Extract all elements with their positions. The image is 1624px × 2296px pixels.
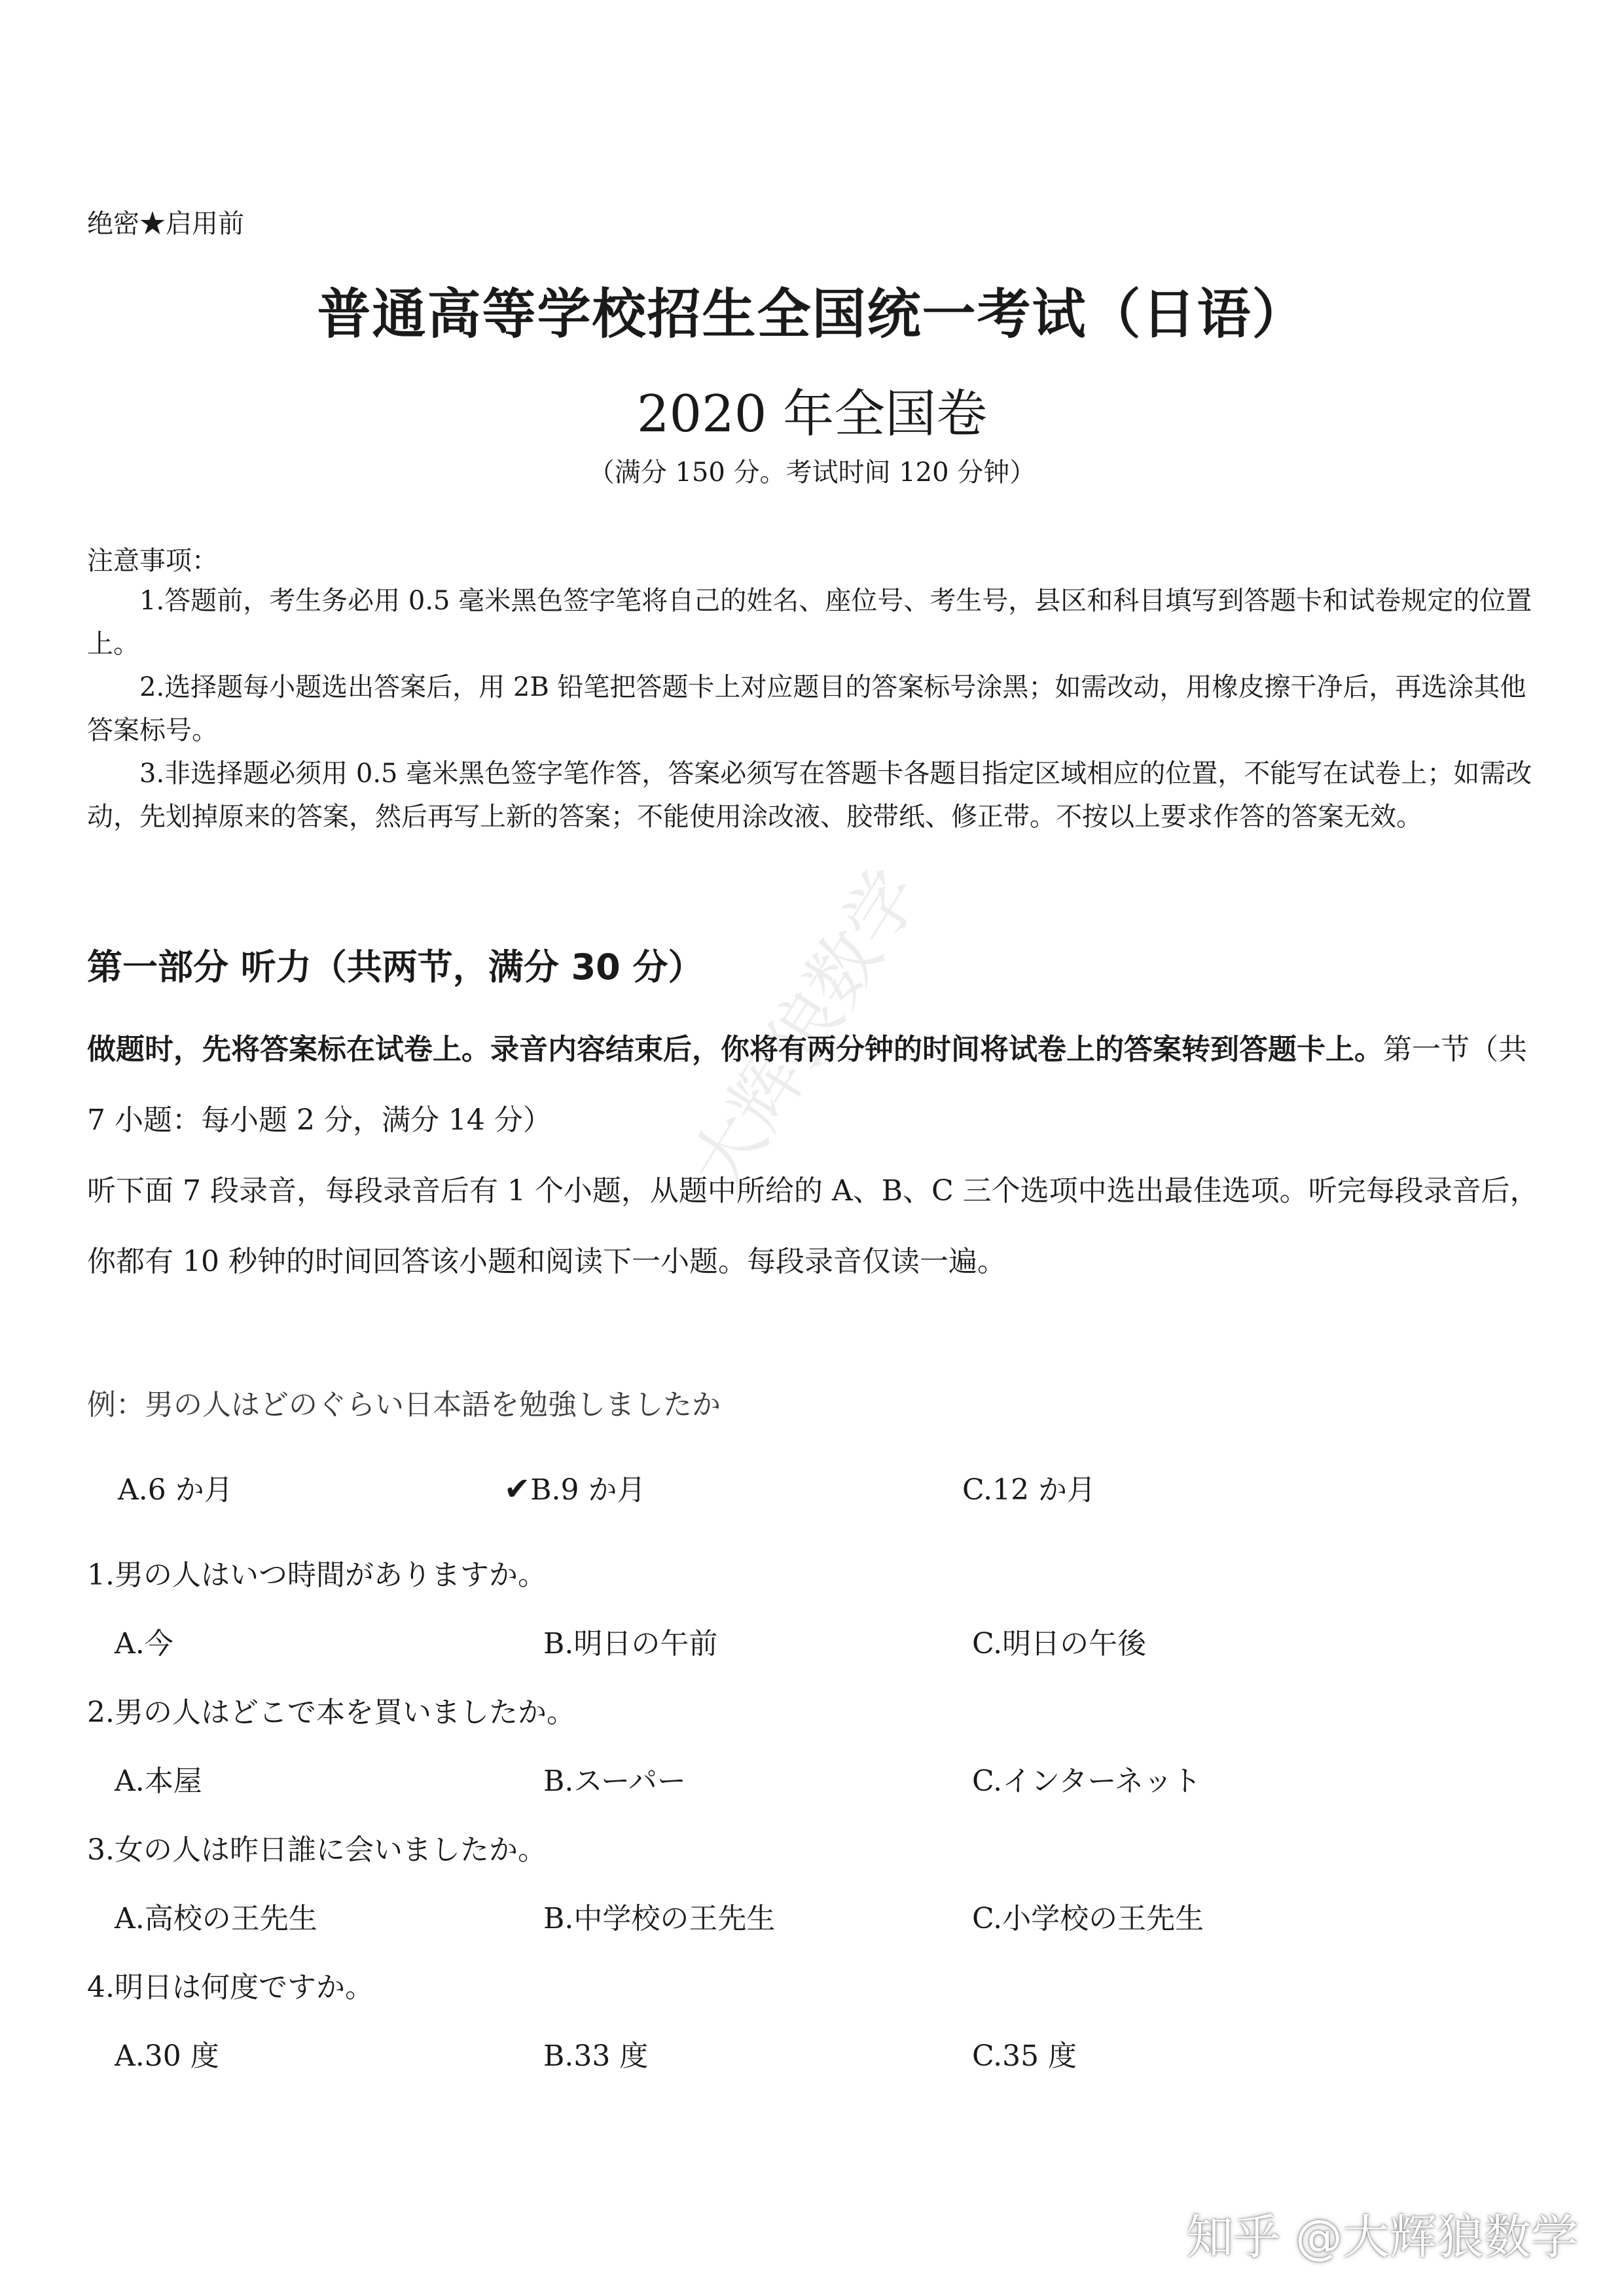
question-3-option-c: C.小学校の王先生 bbox=[972, 1902, 1204, 1935]
check-mark-icon: ✔ bbox=[504, 1471, 531, 1507]
example-question: 例：男の人はどのぐらい日本語を勉強しましたか bbox=[87, 1388, 721, 1422]
bold-instruction: 做题时，先将答案标在试卷上。录音内容结束后，你将有两分钟的时间将试卷上的答案转到答题卡上。 bbox=[87, 1033, 1383, 1066]
notice-heading: 注意事项： bbox=[87, 546, 218, 576]
confidential-label: 绝密★启用前 bbox=[87, 209, 244, 239]
question-3: 3.女の人は昨日誰に会いましたか。 bbox=[87, 1833, 547, 1867]
question-1-option-b: B.明日の午前 bbox=[543, 1627, 718, 1660]
part1-heading: 第一部分 听力（共两节，满分 30 分） bbox=[87, 946, 704, 988]
example-option-b bbox=[504, 1466, 646, 1508]
question-1: 1.男の人はいつ時間がありますか。 bbox=[87, 1558, 547, 1592]
diagonal-watermark: 大辉狼数学 bbox=[674, 855, 937, 1205]
question-4-option-b: B.33 度 bbox=[543, 2039, 649, 2073]
question-2: 2.男の人はどこで本を買いましたか。 bbox=[87, 1696, 575, 1729]
example-option-c: C.12 か月 bbox=[962, 1473, 1096, 1507]
question-2-option-a: A.本屋 bbox=[115, 1765, 202, 1798]
score-and-time: （满分 150 分。考试时间 120 分钟） bbox=[588, 457, 1036, 488]
question-1-option-a: A.今 bbox=[115, 1627, 173, 1660]
notice-item-2: 2.选择题每小题选出答案后，用 2B 铅笔把答题卡上对应题目的答案标号涂黑；如需改动，用橡皮擦干净后，再选涂其他答案标号。 bbox=[87, 672, 1526, 745]
exam-year-title: 2020 年全国卷 bbox=[636, 385, 988, 444]
example-option-b-label: B.9 か月 bbox=[530, 1473, 646, 1507]
section1-description: 听下面 7 段录音，每段录音后有 1 个小题，从题中所给的 A、B、C 三个选项中选出最佳选项。听完每段录音后，你都有 10 秒钟的时间回答该小题和阅读下一小题。每段录音仅读一遍。 bbox=[87, 1174, 1539, 1278]
question-3-option-a: A.高校の王先生 bbox=[115, 1902, 317, 1935]
example-option-a: A.6 か月 bbox=[118, 1473, 233, 1507]
question-4-option-a: A.30 度 bbox=[115, 2039, 219, 2073]
question-4: 4.明日は何度ですか。 bbox=[87, 1971, 374, 2004]
exam-title: 普通高等学校招生全国统一考试（日语） bbox=[317, 283, 1307, 346]
corner-watermark: 知乎 @大辉狼数学 bbox=[1186, 2210, 1578, 2265]
notice-item-3: 3.非选择题必须用 0.5 毫米黑色签字笔作答，答案必须写在答题卡各题目指定区域相应的位置，不能写在试卷上；如需改动，先划掉原来的答案，然后再写上新的答案；不能使用涂改液、胶带纸、修正带。不按以上要求作答的答案无效。 bbox=[87, 759, 1532, 832]
question-2-option-b: B.スーパー bbox=[543, 1765, 686, 1798]
notice-item-1: 1.答题前，考生务必用 0.5 毫米黑色签字笔将自己的姓名、座位号、考生号，县区和科目填写到答题卡和试卷规定的位置上。 bbox=[87, 586, 1532, 659]
section1-title: 第一节（共 7 小题：每小题 2 分，满分 14 分） bbox=[87, 1033, 1527, 1137]
question-3-option-b: B.中学校の王先生 bbox=[543, 1902, 776, 1935]
question-1-option-c: C.明日の午後 bbox=[972, 1627, 1147, 1660]
question-4-option-c: C.35 度 bbox=[972, 2039, 1077, 2073]
question-2-option-c: C.インターネット bbox=[972, 1765, 1202, 1798]
